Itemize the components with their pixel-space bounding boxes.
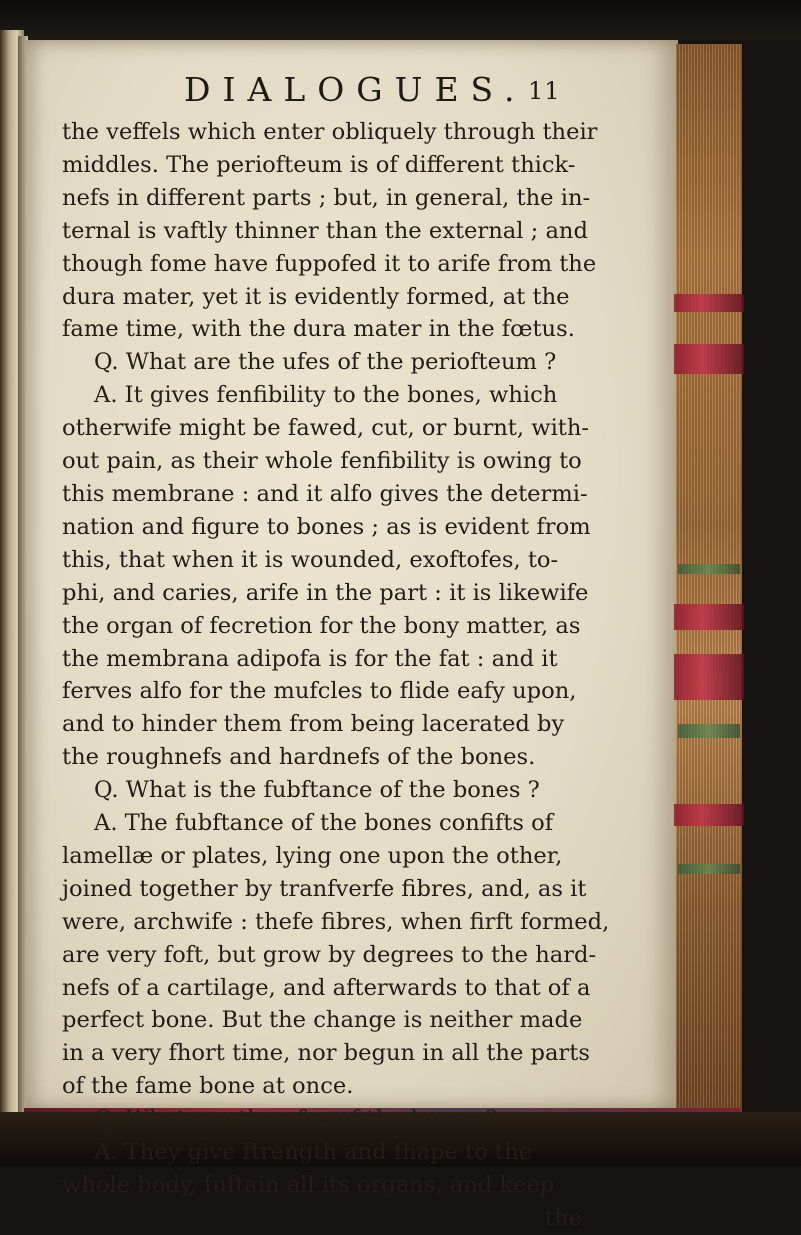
marbled-edge-green (678, 564, 740, 574)
text-line: perfect bone. But the change is neither made (62, 1007, 583, 1034)
text-line: nation and figure to bones ; as is evident from (62, 513, 591, 540)
catchword: the (544, 1204, 582, 1231)
text-line: phi, and caries, arife in the part : it is likewife (62, 579, 589, 606)
text-line: otherwife might be fawed, cut, or burnt, with- (62, 415, 590, 442)
text-line: the veffels which enter obliquely through their (62, 119, 598, 145)
marbled-edge-red (674, 654, 744, 700)
text-line: ferves alfo for the mufcles to flide eafy upon, (62, 678, 577, 705)
text-line: in a very fhort time, nor begun in all the parts (62, 1040, 590, 1067)
text-line: nefs of a cartilage, and afterwards to that of a (62, 974, 591, 1001)
text-line: though fome have fuppofed it to arife from the (62, 250, 597, 277)
running-head (184, 70, 644, 110)
text-line: and to hinder them from being lacerated by (62, 711, 565, 738)
text-line: dura mater, yet it is evidently formed, at the (62, 283, 570, 310)
text-line: A. The fubftance of the bones confifts of (94, 810, 554, 837)
text-line: this membrane : and it alfo gives the determi- (62, 480, 588, 507)
text-line: nefs in different parts ; but, in general, the in- (62, 184, 591, 211)
text-line: Q. What are the ufes of the periofteum ? (94, 349, 557, 376)
text-line: Q. What is the fubftance of the bones ? (94, 777, 540, 804)
text-line: the membrana adipofa is for the fat : and it (62, 645, 558, 672)
text-line: Q. What are the ufes of the bones ? (94, 1106, 498, 1133)
fore-edge-pages (676, 44, 742, 1116)
page-number: 11 (528, 77, 561, 105)
text-line: the roughnefs and hardnefs of the bones. (62, 744, 536, 771)
top-shadow (0, 0, 801, 40)
text-line: of the fame bone at once. (62, 1073, 354, 1100)
body-text (62, 116, 610, 1235)
marbled-edge-green (678, 864, 740, 874)
marbled-edge-red (674, 804, 744, 826)
marbled-edge-red (674, 604, 744, 630)
text-line: fame time, with the dura mater in the fœtus. (62, 316, 575, 343)
text-line: are very foft, but grow by degrees to the hard- (62, 941, 597, 968)
text-line: lamellæ or plates, lying one upon the other, (62, 842, 563, 869)
text-line: ternal is vaftly thinner than the external ; and (62, 217, 588, 244)
text-line: whole body, fuftain all its organs, and keep (62, 1172, 555, 1198)
text-line: the organ of fecretion for the bony matter, as (62, 612, 581, 639)
text-line: this, that when it is wounded, exoftofes, to- (62, 546, 559, 573)
running-head-title: DIALOGUES. (184, 70, 527, 109)
text-line: out pain, as their whole fenfibility is owing to (62, 448, 582, 475)
text-line: joined together by tranfverfe fibres, and, as it (62, 875, 587, 902)
text-line: A. They give ftrength and fhape to the (94, 1139, 532, 1166)
marbled-edge-green (678, 724, 740, 738)
marbled-edge-red (674, 344, 744, 374)
text-line: middles. The periofteum is of different thick- (62, 151, 576, 178)
text-line: were, archwife : thefe fibres, when firft formed, (62, 908, 610, 935)
marbled-edge-red (674, 294, 744, 312)
text-line: A. It gives fenfibility to the bones, which (94, 382, 558, 409)
